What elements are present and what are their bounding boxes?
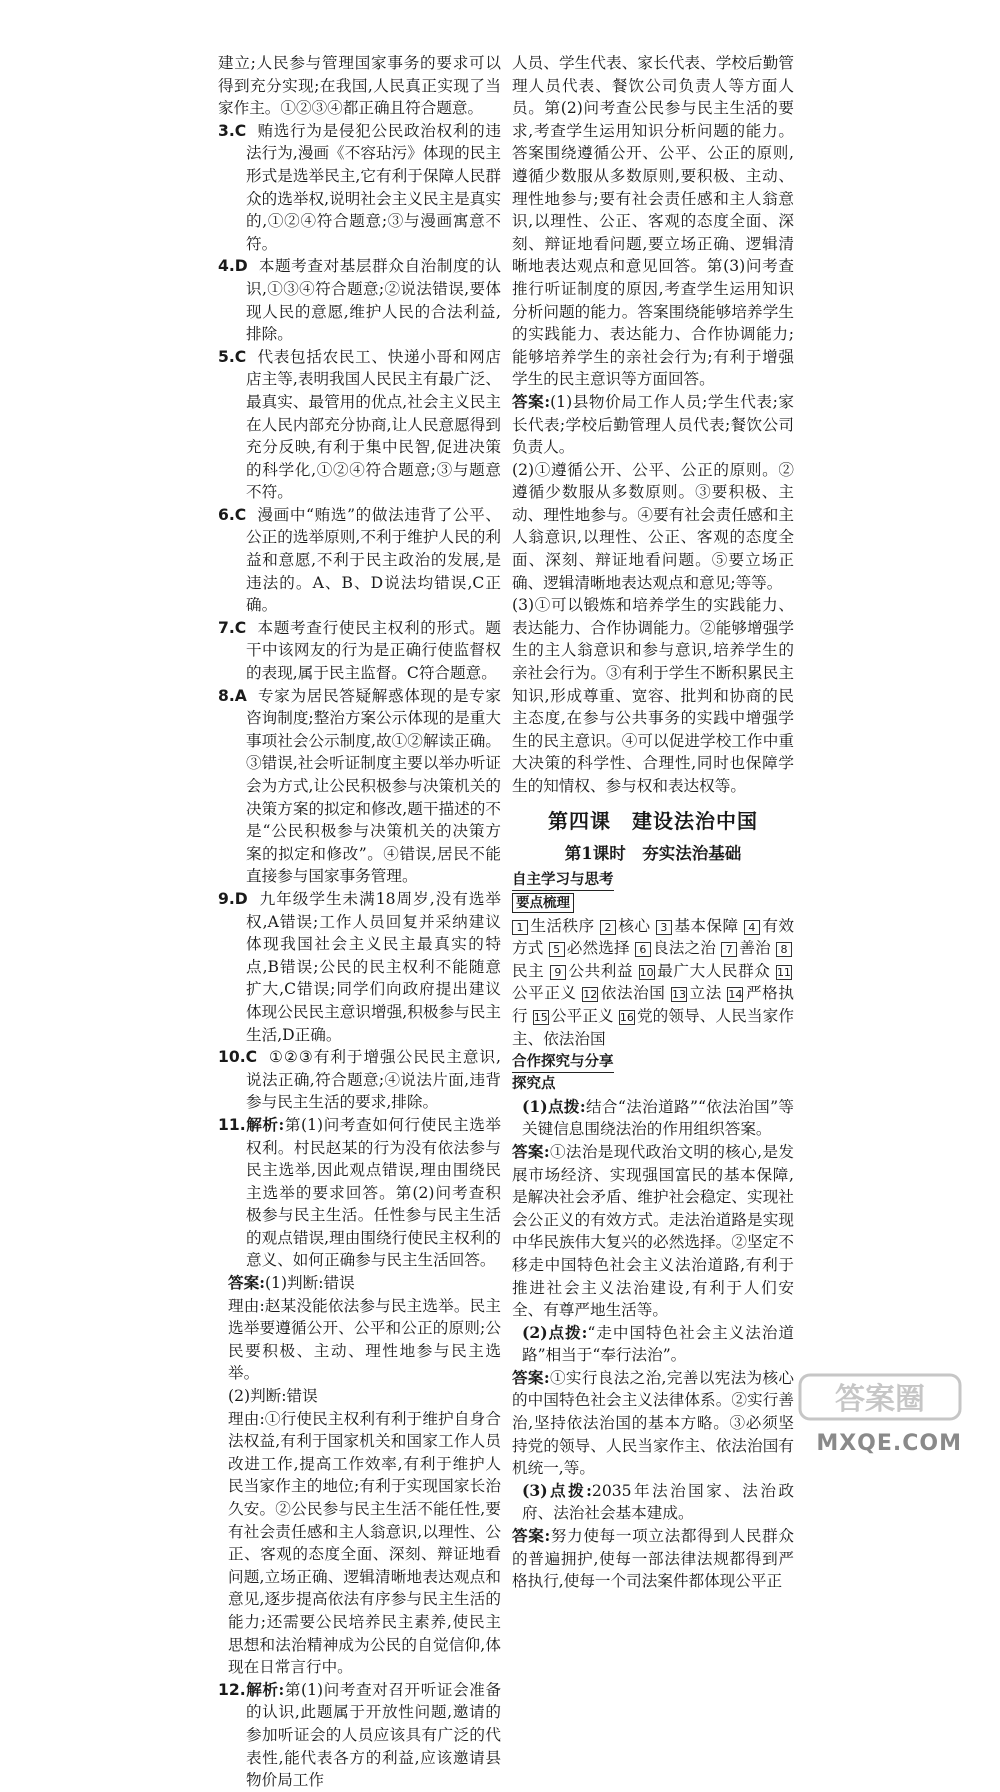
q11-reason-1: 理由:赵某没能依法参与民主选举。民主选举要遵循公开、公平和公正的原则;公民要积极、主动、理性地参与民主选举。 <box>228 1296 501 1383</box>
hint-text: “走中国特色社会主义法治道路”相当于“奉行法治”。 <box>522 1323 794 1365</box>
key-point-number: 5 <box>549 942 565 957</box>
hint-text: 结合“法治道路”“依法治国”等关键信息围绕法治的作用组织答案。 <box>522 1097 794 1139</box>
key-point-number: 16 <box>619 1010 634 1024</box>
key-point-number: 9 <box>550 965 566 980</box>
key-point-number: 1 <box>512 920 528 935</box>
key-point-item <box>656 917 739 935</box>
question-text: 本题考查对基层群众自治制度的认识,①③④符合题意;②说法错误,要体现人民的意愿,维护人民的合法利益,排除。 <box>246 257 501 344</box>
question-11 <box>218 1114 501 1272</box>
answer-label: 答案: <box>512 1526 551 1546</box>
q11-reason-2: 理由:①行使民主权利有利于维护自身合法权益,有利于国家机关和国家工作人员改进工作,提高工作效率,有利于维护人民当家作主的地位;有利于实现国家长治久安。②公民参与民主生活不能任性,要有社会责任感和主人翁意识,以理性、公正、客观的态度全面、深刻、辩证地看问题,立场正确、逻辑清晰地表达观点和意见,逐步提高依法有序参与民主生活的能力;还需要公民培养民主素养,使民主思想和法治精神成为公民的自觉信仰,体现在日常言行中。 <box>228 1409 501 1677</box>
question-text: 贿选行为是侵犯公民政治权利的违法行为,漫画《不容玷污》体现的民主形式是选举民主,它有利于保障人民群众的选举权,说明社会主义民主是真实的,①②④符合题意;③与漫画寓意不符。 <box>246 121 501 253</box>
key-point-text: 党的领导、人民当家作主、依法治国 <box>512 1006 794 1048</box>
question-9 <box>218 888 501 1046</box>
key-point-number: 8 <box>776 942 792 957</box>
q2-tail: 建立;人民参与管理国家事务的要求可以得到充分实现;在我国,人民真正实现了当家作主。①②③④都正确且符合题意。 <box>218 54 501 118</box>
key-point-number: 15 <box>533 1010 548 1024</box>
key-point-number: 11 <box>776 965 791 979</box>
key-point-text: 生活秩序 <box>530 916 595 935</box>
explore-point-label: 探究点 <box>512 1076 556 1093</box>
question-text: 九年级学生未满18周岁,没有选举权,A错误;工作人员回复并采纳建议体现我国社会主义民主最真实的特点,B错误;公民的民主权利不能随意扩大,C错误;同学们向政府提出建议体现公民民主意识增强,积极参与民主生活,D正确。 <box>246 889 501 1044</box>
question-4 <box>218 255 501 345</box>
key-point-number: 10 <box>639 965 654 979</box>
answer-text: 努力使每一项立法都得到人民群众的普遍拥护,使每一部法律法规都得到严格执行,使每一个司法案件都体现公平正 <box>512 1527 794 1591</box>
key-point-text: 基本保障 <box>673 916 739 935</box>
key-point-text: 严格执行 <box>512 984 794 1025</box>
key-point-item <box>549 939 630 957</box>
answer-label: 答案: <box>228 1273 265 1293</box>
explore-1-answer <box>512 1141 794 1322</box>
hint-label: (1)点拨: <box>522 1096 586 1116</box>
question-3 <box>218 120 501 256</box>
question-7 <box>218 617 501 685</box>
key-point-number: 3 <box>656 920 672 935</box>
key-point-text: 公共利益 <box>567 961 634 980</box>
section-self-study: 自主学习与思考 <box>512 870 614 891</box>
key-point-item <box>721 939 771 957</box>
question-text: 专家为居民答疑解惑体现的是专家咨询制度;整治方案公示体现的是重大事项社会公示制度,故①②解读正确。③错误,社会听证制度主要以举办听证会为方式,让公民积极参与决策机关的决策方案的拟定和修改,题干描述的不是“公民积极参与决策机关的决策方案的拟定和修改”。④错误,居民不能直接参与国家事务管理。 <box>246 686 501 886</box>
key-point-text: 良法之治 <box>652 939 717 958</box>
left-column <box>218 52 501 1792</box>
period-title: 第1课时 夯实法治基础 <box>564 843 742 863</box>
key-point-text: 公平正义 <box>550 1006 614 1025</box>
key-point-item <box>639 962 771 980</box>
key-point-number: 14 <box>728 988 743 1002</box>
key-points-list <box>512 915 794 1051</box>
q12-answer-1 <box>512 391 794 459</box>
key-point-text: 有效方式 <box>512 916 794 958</box>
question-number: 10.C <box>218 1048 258 1067</box>
question-number: 3.C <box>218 121 247 140</box>
analysis-text: 第(1)问考查对召开听证会准备的认识,此题属于开放性问题,邀请的参加听证会的人员应该具有广泛的代表性,能代表各方的利益,应该邀请县物价局工作 <box>246 1680 501 1790</box>
q12-continued: 人员、学生代表、家长代表、学校后勤管理人员代表、餐饮公司负责人等方面人员。第(2)问考查公民参与民主生活的要求,考查学生运用知识分析问题的能力。答案围绕遵循公开、公平、公正的原则,遵循少数服从多数原则,要积极、主动、理性地参与;要有社会责任感和主人翁意识,以理性、公正、客观的态度全面、深刻、辩证地看问题,要立场正确、逻辑清晰地表达观点和意见回答。第(3)问考查推行听证制度的原因,考查学生运用知识分析问题的能力。答案围绕能够培养学生的实践能力、表达能力、合作协调能力;能够培养学生的亲社会行为;有利于增强学生的民主意识等方面回答。 <box>512 54 794 389</box>
answer-label: 答案: <box>512 391 551 411</box>
question-number: 8.A <box>218 686 247 705</box>
key-point-text: 核心 <box>617 916 651 935</box>
key-point-number: 2 <box>600 920 616 935</box>
analysis-label: 解析: <box>245 1679 285 1699</box>
watermark-site: MXQE.COM <box>816 1431 962 1456</box>
key-point-item <box>582 984 665 1002</box>
question-number: 11. <box>218 1115 246 1134</box>
key-point-number: 4 <box>744 920 760 935</box>
right-column <box>512 52 794 1593</box>
key-point-item <box>550 962 633 980</box>
lesson-title: 第四课 建设法治中国 <box>548 808 758 833</box>
question-text: ①②③有利于增强公民民主意识,说法正确,符合题意;④说法片面,违背参与民主生活的要求,排除。 <box>246 1048 501 1112</box>
explore-1-hint <box>512 1096 794 1141</box>
key-points-box: 要点梳理 <box>512 893 574 913</box>
question-12 <box>218 1679 501 1792</box>
answer-text: ①实行良法之治,完善以宪法为核心的中国特色社会主义法律体系。②实行善治,坚持依法治国的基本方略。③必须坚持党的领导、人民当家作主、依法治国有机统一,等。 <box>512 1368 794 1478</box>
key-point-text: 善治 <box>739 939 771 958</box>
question-number: 4.D <box>218 257 248 276</box>
key-point-text: 依法治国 <box>600 984 666 1003</box>
key-point-number: 13 <box>671 988 686 1002</box>
q12-answer-2: (2)①遵循公开、公平、公正的原则。②遵循少数服从多数原则。③要积极、主动、理性地参与。④要有社会责任感和主人翁意识,以理性、公正、客观的态度全面、深刻、辩证地看问题。⑤要立场正确、逻辑清晰地表达观点和意见;等等。 <box>512 460 794 592</box>
key-point-number: 6 <box>635 942 651 957</box>
key-point-item <box>600 917 651 935</box>
question-5 <box>218 346 501 504</box>
analysis-label: 解析: <box>245 1114 285 1134</box>
question-8 <box>218 685 501 888</box>
analysis-text: 第(1)问考查如何行使民主选举权利。村民赵某的行为没有依法参与民主选举,因此观点错误,理由围绕民主选举的要求回答。第(2)问考查积极参与民主生活。任性参与民主生活的观点错误,理由围绕行使民主权利的意义、如何正确参与民主生活回答。 <box>246 1115 501 1270</box>
key-point-text: 立法 <box>688 984 722 1003</box>
explore-3-answer <box>512 1525 794 1593</box>
question-text: 漫画中“贿选”的做法违背了公平、公正的选举原则,不利于维护人民的利益和意愿,不利于民主政治的发展,是违法的。A、B、D说法均错误,C正确。 <box>246 505 501 615</box>
key-point-text: 最广大人民群众 <box>656 961 771 980</box>
answer-label: 答案: <box>512 1367 550 1387</box>
question-number: 6.C <box>218 505 247 524</box>
explore-2-hint <box>512 1322 794 1367</box>
hint-text: 2035年法治国家、法治政府、法治社会基本建成。 <box>522 1481 794 1523</box>
question-10 <box>218 1046 501 1114</box>
question-text: 代表包括农民工、快递小哥和网店店主等,表明我国人民民主有最广泛、最真实、最管用的优点,社会主义民主在人民内部充分协商,让人民意愿得到充分反映,有利于集中民智,促进决策的科学化,①②④符合题意;③与题意不符。 <box>246 347 501 502</box>
key-point-item <box>671 984 722 1002</box>
key-point-number: 12 <box>583 988 598 1002</box>
explore-2-answer <box>512 1367 794 1480</box>
key-point-text: 公平正义 <box>512 984 577 1003</box>
question-number: 5.C <box>218 347 247 366</box>
explore-3-hint <box>512 1480 794 1525</box>
q12-answer-3: (3)①可以锻炼和培养学生的实践能力、表达能力、合作协调能力。②能够增强学生的主人翁意识和参与意识,培养学生的亲社会行为。③有利于学生不断积累民主知识,形成尊重、宽容、批判和协商的民主态度,在参与公共事务的实践中增强学生的民主意识。④可以促进学校工作中重大决策的科学性、合理性,同时也保障学生的知情权、参与权和表达权等。 <box>512 596 794 795</box>
key-point-item <box>512 917 595 935</box>
key-point-item <box>533 1007 614 1025</box>
question-number: 12. <box>218 1680 246 1699</box>
answer-label: 答案: <box>512 1141 550 1161</box>
svg-text:答案圈: 答案圈 <box>835 1382 925 1417</box>
key-point-number: 7 <box>721 942 737 957</box>
q11-answer <box>218 1272 501 1295</box>
question-number: 7.C <box>218 618 247 637</box>
q11-answer-part-2: (2)判断:错误 <box>228 1387 318 1406</box>
question-number: 9.D <box>218 889 248 908</box>
hint-label: (3)点拨: <box>522 1480 592 1500</box>
key-point-text: 必然选择 <box>566 939 630 958</box>
section-cooperation: 合作探究与分享 <box>512 1052 614 1073</box>
answer-text: ①法治是现代政治文明的核心,是发展市场经济、实现强国富民的基本保障,是解决社会矛盾、维护社会稳定、实现社会公正义的有效方式。走法治道路是实现中华民族伟大复兴的必然选择。②坚定不移走中国特色社会主义法治道路,有利于推进社会主义法治建设,有利于人们安全、有尊严地生活等。 <box>512 1142 794 1320</box>
question-text: 本题考查行使民主权利的形式。题干中该网友的行为是正确行使监督权的表现,属于民主监督。C符合题意。 <box>246 618 501 683</box>
answer-part-1: (1)判断:错误 <box>264 1274 355 1293</box>
hint-label: (2)点拨: <box>522 1322 588 1342</box>
question-6 <box>218 504 501 617</box>
key-point-text: 民主 <box>512 961 545 980</box>
key-point-item <box>635 939 716 957</box>
answer-text: (1)县物价局工作人员;学生代表;家长代表;学校后勤管理人员代表;餐饮公司负责人。 <box>512 392 794 457</box>
